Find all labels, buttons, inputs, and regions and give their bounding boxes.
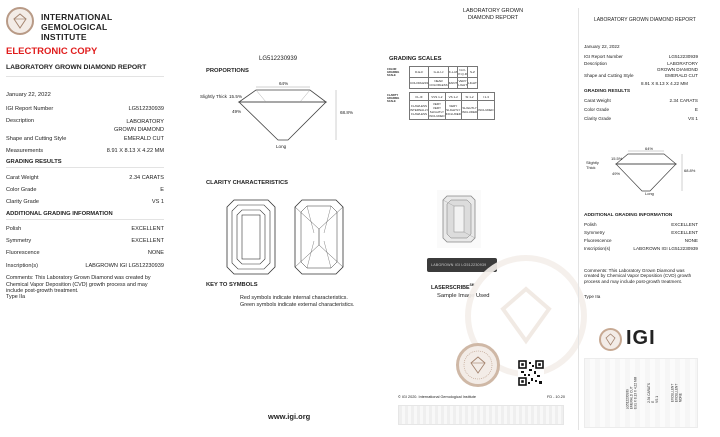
right-igi-seal-icon: [599, 328, 622, 351]
report-number-header: LG512230939: [259, 56, 298, 62]
right-polish-row: Polish EXCELLENT: [584, 222, 698, 227]
organization-name: INTERNATIONAL GEMOLOGICAL INSTITUTE: [41, 12, 113, 42]
right-inscription-row: Inscription(s) LABGROWN IGI LG512230939: [584, 246, 698, 251]
right-comments: Comments: This Laboratory Grown Diamond was created by Chemical Vapor Deposition (CVD) growth process and may include post-growth treatment.: [584, 268, 692, 284]
shape-row: Shape and Cutting Style EMERALD CUT: [6, 136, 164, 142]
form-code: FD - 10.20: [547, 395, 565, 399]
right-description-row: Description LABORATORY GROWN DIAMOND: [584, 61, 698, 72]
divider: [6, 167, 164, 168]
copyright-text: © IGI 2020. International Gemological Institute: [398, 395, 476, 399]
grading-results-heading: GRADING RESULTS: [6, 159, 62, 165]
report-title: LABORATORY GROWN DIAMOND REPORT: [6, 64, 147, 71]
qr-code-icon[interactable]: [518, 360, 544, 386]
right-girdle-label: Slightly Thick: [586, 160, 599, 170]
igi-gold-seal: [456, 343, 500, 387]
right-additional-heading: ADDITIONAL GRADING INFORMATION: [584, 213, 673, 218]
divider: [6, 76, 164, 77]
key-to-symbols-heading: KEY TO SYMBOLS: [206, 282, 258, 288]
clarity-scale-table: FL-IF VVS 1-2 VS 1-2 SI 1-2 I 1-3 FLAWLESS INTERNALLY FLAWLESS VERY VERY SLIGHTLY INCLUDED VERY SLIGHTLY INCLUDED SLIGHTLY INCLUDED INCLUDED: [410, 94, 494, 118]
right-table-percent: 64%: [645, 146, 654, 151]
right-depth-percent: 68.8%: [684, 168, 696, 173]
color-scale-table: D-E-F G-H-I-J K-L-M N-O-P-Q-R S-Z COLORLESS NEAR COLORLESS FAINT VERY LIGHT LIGHT: [410, 68, 477, 87]
right-culet-label: Long: [645, 191, 654, 196]
report-date: January 22, 2022: [6, 92, 51, 98]
igi-seal-logo: [6, 7, 34, 35]
report-number-row: IGI Report Number LG512230939: [6, 106, 164, 112]
symmetry-row: Symmetry EXCELLENT: [6, 238, 164, 244]
clarity-scale-label: CLARITY GRADING SCALE: [387, 94, 400, 103]
right-clarity-row: Clarity Grade VS 1: [584, 116, 698, 121]
right-symmetry-row: Symmetry EXCELLENT: [584, 230, 698, 235]
right-crown-percent: 15.5%: [611, 156, 623, 161]
grading-scales-heading: GRADING SCALES: [389, 56, 442, 62]
clarity-characteristics-heading: CLARITY CHARACTERISTICS: [206, 180, 289, 186]
right-color-row: Color Grade E: [584, 107, 698, 112]
right-shape-row: Shape and Cutting Style EMERALD CUT: [584, 73, 698, 78]
rotated-mini-card: LG512230939 EMERALD CUT 8.91 X 8.13 X 4.22 MM 2.34 CARATS E VS 1 EXCELLENT EXCELLENT NONE: [584, 358, 698, 428]
depth-percent: 68.8%: [340, 110, 354, 115]
laserscribe-label: LASERSCRIBE℠: [431, 283, 475, 291]
table-percent: 64%: [279, 81, 289, 86]
proportions-heading: PROPORTIONS: [206, 68, 249, 74]
right-proportions-diagram: [584, 146, 694, 206]
right-fluorescence-row: Fluorescence NONE: [584, 238, 698, 243]
color-scale-label: COLOR GRADING SCALE: [387, 68, 400, 77]
girdle-label: Slightly Thick: [200, 94, 227, 99]
center-report-title: LABORATORY GROWN DIAMOND REPORT: [462, 8, 524, 21]
inscription-photo-strip: LABGROWN IGI LG512230939: [427, 258, 497, 272]
pavilion-percent: 49%: [232, 109, 242, 114]
right-type: Type IIa: [584, 294, 601, 299]
inscription-row: Inscription(s) LABGROWN IGI LG512230939: [6, 263, 164, 269]
right-measurements: 8.91 X 8.13 X 4.22 MM: [641, 81, 688, 86]
vertical-divider: [578, 8, 579, 430]
right-report-number-row: IGI Report Number LG512230939: [584, 54, 698, 59]
comments-text: Comments: This Laboratory Grown Diamond was created by Chemical Vapor Deposition (CVD) growth process and may include post-growth treatment.: [6, 275, 151, 295]
diamond-type: Type IIa: [6, 294, 26, 300]
right-brand-logo: IGI: [626, 327, 656, 349]
description-row: Description LABORATORY GROWN DIAMOND: [6, 118, 164, 133]
right-report-date: January 22, 2022: [584, 44, 620, 49]
divider: [6, 219, 164, 220]
carat-row: Carat Weight 2.34 CARATS: [6, 175, 164, 181]
clarity-grade-row: Clarity Grade VS 1: [6, 199, 164, 205]
right-carat-row: Carat Weight 2.34 CARATS: [584, 98, 698, 103]
polish-row: Polish EXCELLENT: [6, 226, 164, 232]
right-grading-heading: GRADING RESULTS: [584, 89, 631, 94]
clarity-plot-bottom-view: [294, 199, 344, 275]
fluorescence-row: Fluorescence NONE: [6, 250, 164, 256]
clarity-plot-top-view: [226, 199, 276, 275]
security-strip: [398, 405, 564, 425]
website[interactable]: www.igi.org: [268, 412, 311, 421]
crown-percent: 15.5%: [229, 94, 243, 99]
culet-label: Long: [276, 144, 287, 149]
additional-info-heading: ADDITIONAL GRADING INFORMATION: [6, 211, 113, 217]
key-text: Red symbols indicate internal characteristics. Green symbols indicate external characteristics.: [240, 295, 355, 308]
right-report-title: LABORATORY GROWN DIAMOND REPORT: [594, 17, 696, 23]
measurements-row: Measurements 8.91 X 8.13 X 4.22 MM: [6, 148, 164, 154]
right-pavilion-percent: 49%: [612, 171, 621, 176]
electronic-copy-label: ELECTRONIC COPY: [6, 46, 98, 57]
color-grade-row: Color Grade E: [6, 187, 164, 193]
sample-image-caption: Sample Image Used: [437, 293, 490, 299]
diamond-photo: [437, 190, 481, 248]
